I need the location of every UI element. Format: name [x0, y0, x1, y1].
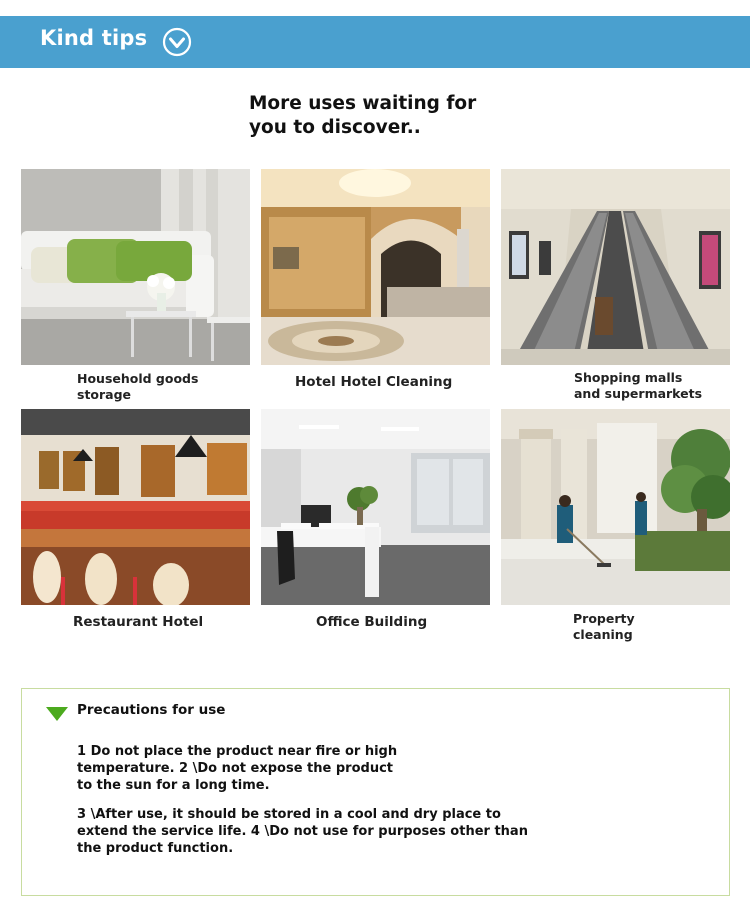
- property-scene-image: [501, 409, 730, 605]
- banner-title: Kind tips: [40, 26, 148, 50]
- mall-caption: Shopping malls and supermarkets: [574, 370, 703, 401]
- precautions-paragraph-2: 3 \After use, it should be stored in a cool and dry place to extend the service life. 4 \Do not use for purposes other than the product function.: [77, 807, 528, 856]
- precautions-title: Precautions for use: [77, 702, 226, 718]
- chevron-down-circle-icon: [162, 27, 192, 57]
- headline: [249, 92, 509, 140]
- kind-tips-banner: [0, 16, 750, 68]
- precautions-box: [21, 688, 730, 896]
- restaurant-scene-image: [21, 409, 250, 605]
- restaurant-caption: Restaurant Hotel: [73, 614, 204, 630]
- property-caption: Property cleaning: [573, 611, 635, 642]
- hotel-scene-image: [261, 169, 490, 365]
- headline-line-1: More uses waiting for: [249, 93, 477, 114]
- headline-line-2: you to discover..: [249, 117, 421, 138]
- mall-scene-image: [501, 169, 730, 365]
- hotel-caption: Hotel Hotel Cleaning: [295, 374, 453, 390]
- household-caption: Household goods storage: [77, 371, 199, 402]
- precautions-paragraph-1: 1 Do not place the product near fire or high temperature. 2 \Do not expose the product to the sun for a long time.: [77, 744, 398, 793]
- office-caption: Office Building: [316, 614, 428, 630]
- triangle-down-icon: [46, 707, 68, 721]
- household-scene-image: [21, 169, 250, 365]
- office-scene-image: [261, 409, 490, 605]
